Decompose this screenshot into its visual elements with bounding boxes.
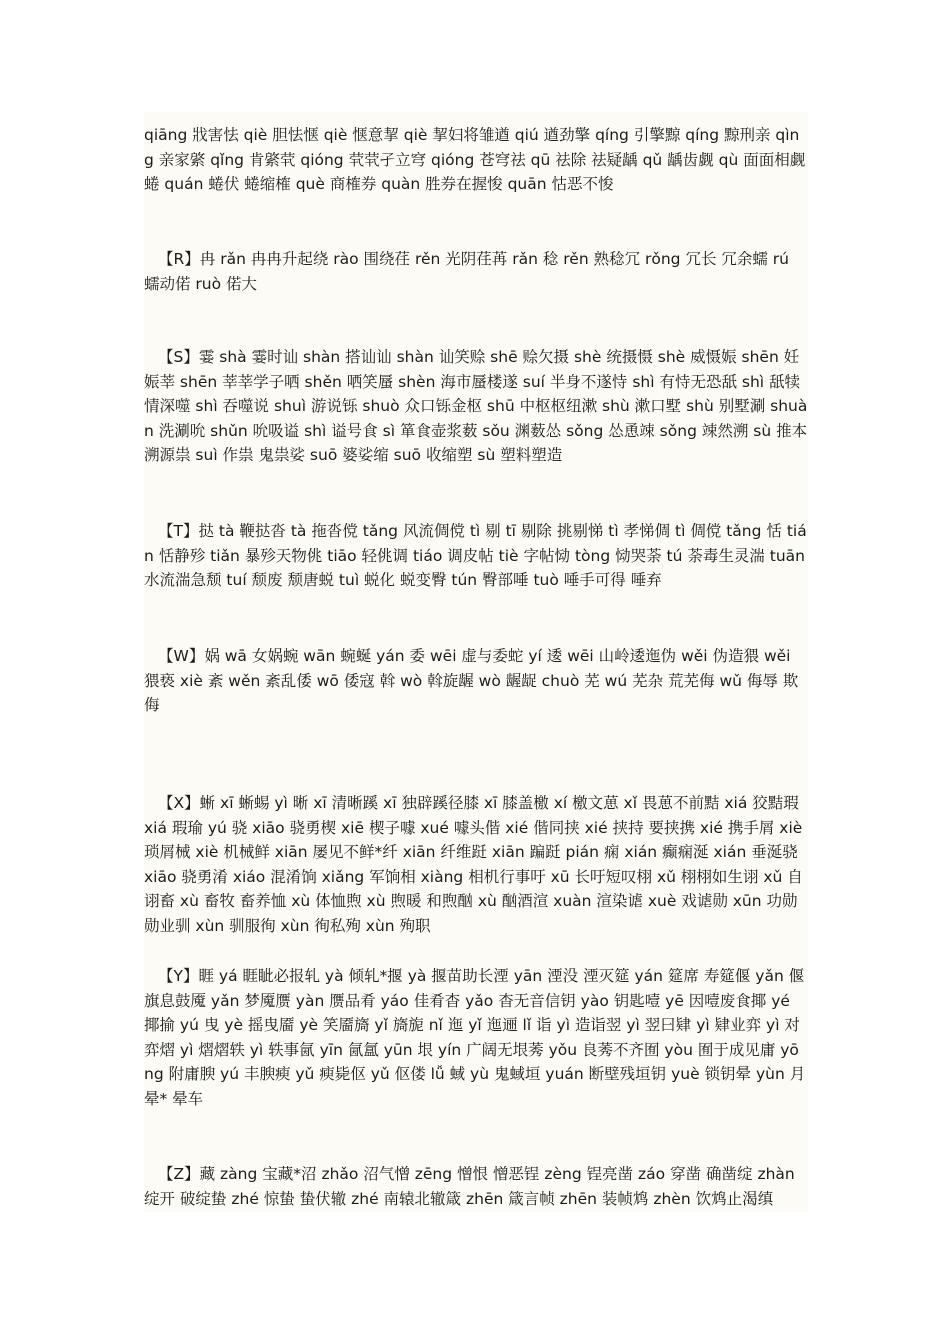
paragraph-section-t: 【T】挞 tà 鞭挞沓 tà 拖沓傥 tǎng 风流倜傥 tì 剔 tī 剔除 挑剔悌 tì 孝悌倜 tì 倜傥 tǎng 恬 tián 恬静殄 tiǎn 暴殄天物佻 tiāo 轻佻调 tiáo 调皮帖 tiè 字帖恸 tòng 恸哭荼 tú 荼毒生灵湍 tuān 水流湍急颓 tuí 颓废 颓唐蜕 tuì 蜕化 蜕变臀 tún 臀部唾 tuò 唾手可得 唾弃: [144, 522, 807, 589]
paragraph-section-r: 【R】冉 rǎn 冉冉升起绕 rào 围绕荏 rěn 光阴荏苒 rǎn 稔 rěn 熟稔冗 rǒng 冗长 冗余蠕 rú 蠕动偌 ruò 偌大: [144, 250, 789, 293]
paragraph-section-w: 【W】娲 wā 女娲蜿 wān 蜿蜒 yán 委 wēi 虚与委蛇 yí 逶 wēi 山岭逶迤伪 wěi 伪造猥 wěi 猥亵 xiè 紊 wěn 紊乱倭 wō 倭寇 斡 wò 斡旋龌 wò 龌龊 chuò 芜 wú 芜杂 荒芜侮 wǔ 侮辱 欺侮: [144, 647, 799, 714]
paragraph-q-continued: qiāng 戕害怯 qiè 胆怯惬 qiè 惬意挈 qiè 挈妇将雏遒 qiú 遒劲擎 qíng 引擎黥 qíng 黥刑亲 qìng 亲家綮 qǐng 肯綮茕 qióng 茕茕孑立穹 qióng 苍穹祛 qū 祛除 祛疑龋 qǔ 龋齿觑 qù 面面相觑蜷 quán 蜷伏 蜷缩榷 què 商榷券 quàn 胜券在握悛 quān 怙恶不悛: [144, 126, 806, 193]
paragraph-section-s: 【S】霎 shà 霎时讪 shàn 搭讪讪 shàn 讪笑赊 shē 赊欠摄 shè 统摄慑 shè 威慑娠 shēn 妊娠莘 shēn 莘莘学子哂 shěn 哂笑蜃 shèn 海市蜃楼遂 suí 半身不遂恃 shì 有恃无恐舐 shì 舐犊情深噬 shì 吞噬说 shuì 游说铄 shuò 众口铄金枢 shū 中枢枢纽漱 shù 漱口墅 shù 别墅涮 shuàn 洗涮吮 shǔn 吮吸谥 shì 谥号食 sì 箪食壶浆薮 sǒu 渊薮怂 sǒng 怂恿竦 sǒng 竦然溯 sù 推本溯源祟 suì 作祟 鬼祟娑 suō 婆娑缩 suō 收缩塑 sù 塑料塑造: [144, 348, 808, 464]
paragraph-section-z: 【Z】藏 zàng 宝藏*沼 zhǎo 沼气憎 zēng 憎恨 憎恶锃 zèng 锃亮凿 záo 穿凿 确凿绽 zhàn 绽开 破绽蛰 zhé 惊蛰 蛰伏辙 zhé 南辕北辙箴 zhēn 箴言帧 zhēn 装帧鸩 zhèn 饮鸩止渴缜: [144, 1165, 795, 1208]
pinyin-word-list: [144, 112, 808, 1212]
paragraph-section-y: 【Y】睚 yá 睚眦必报轧 yà 倾轧*揠 yà 揠苗助长湮 yān 湮没 湮灭筵 yán 筵席 寿筵偃 yǎn 偃旗息鼓魇 yǎn 梦魇赝 yàn 赝品肴 yáo 佳肴杳 yǎo 杳无音信钥 yào 钥匙噎 yē 因噎废食揶 yé 揶揄 yú 曳 yè 摇曳靥 yè 笑靥旖 yǐ 旖旎 nǐ 迤 yǐ 迤逦 lǐ 诣 yì 造诣翌 yì 翌曰肄 yì 肄业弈 yì 对弈熠 yì 熠熠轶 yì 轶事氤 yīn 氤氲 yūn 垠 yín 广阔无垠莠 yǒu 良莠不齐囿 yòu 囿于成见庸 yōng 附庸腴 yú 丰腴瘐 yǔ 瘐毙伛 yǔ 伛偻 lǚ 蜮 yù 鬼蜮垣 yuán 断壁残垣钥 yuè 锁钥晕 yùn 月晕* 晕车: [144, 967, 806, 1108]
paragraph-section-x: 【X】蜥 xī 蜥蜴 yì 晰 xī 清晰蹊 xī 独辟蹊径膝 xī 膝盖檄 xí 檄文葸 xǐ 畏葸不前黠 xiá 狡黠瑕 xiá 瑕瑜 yú 骁 xiāo 骁勇楔 xiē 楔子噱 xué 噱头偕 xié 偕同挟 xié 挟持 要挟携 xié 携手屑 xiè 琐屑械 xiè 机械鲜 xiān 屡见不鲜*纤 xiān 纤维跹 xiān 蹁跹 pián 痫 xián 癫痫涎 xián 垂涎骁 xiāo 骁勇淆 xiáo 混淆饷 xiǎng 军饷相 xiàng 相机行事吁 xū 长吁短叹栩 xǔ 栩栩如生诩 xǔ 自诩畜 xù 畜牧 畜养恤 xù 体恤煦 xù 煦暖 和煦酗 xù 酗酒渲 xuàn 渲染谑 xuè 戏谑勋 xūn 功勋 勋业驯 xùn 驯服徇 xùn 徇私殉 xùn 殉职: [144, 794, 803, 935]
